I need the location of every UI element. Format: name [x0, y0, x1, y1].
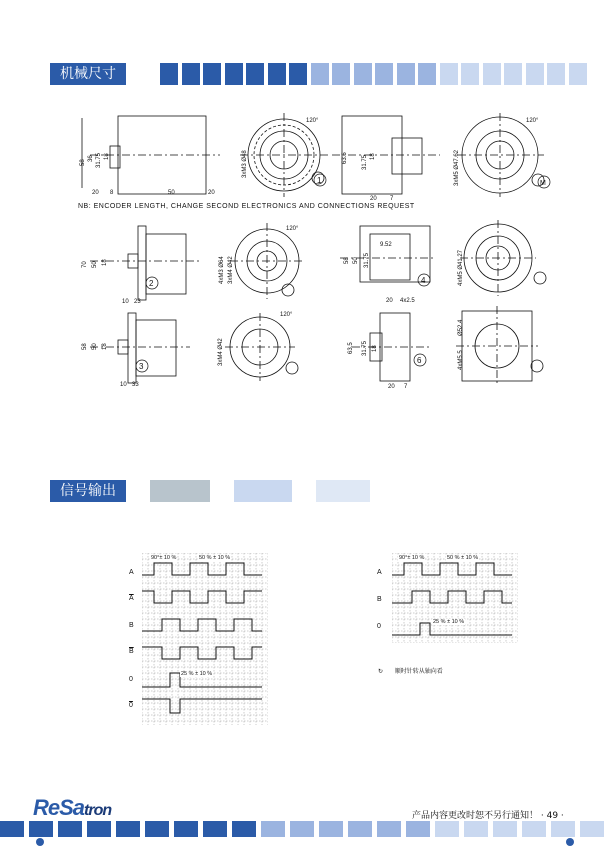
header-block [526, 63, 544, 85]
dM-bolt: 3xM5 Ø47.62 [454, 149, 460, 186]
d3-dim-10: 10 [120, 382, 127, 388]
footer-dot-right [566, 838, 574, 846]
d6-dim-18: 18 [372, 345, 378, 352]
d4-dim-20: 20 [386, 298, 393, 304]
d2-circled-number: 2 [149, 279, 154, 288]
d6-circled-number: 6 [417, 356, 422, 365]
d6-dim-635: 63.5 [348, 342, 354, 354]
signal-label-A: A [129, 569, 134, 576]
d3-dim-50: 50 [92, 343, 98, 350]
d2-dim-18: 18 [102, 259, 108, 266]
rotation-note-text: 顺时针转从轴向看 [394, 669, 443, 675]
d3-dim-58: 58 [82, 343, 88, 350]
section-header-mechanical [50, 63, 590, 85]
header-block [483, 63, 501, 85]
footer-dot-left [36, 838, 44, 846]
header-block [569, 63, 587, 85]
d6-dim-7: 7 [404, 384, 408, 390]
header-block [440, 63, 458, 85]
d2-bolt-a: 4xM3 Ø64 [219, 256, 225, 284]
dM-side-20: 20 [370, 196, 377, 202]
tag-phase-right: 90°± 10 % [399, 555, 425, 561]
header-block [246, 63, 264, 85]
section-title-signal: 信号输出 [50, 480, 126, 502]
footer-block [493, 821, 517, 837]
header-block [354, 63, 372, 85]
signal-label-zero-bar: 0 [129, 702, 133, 709]
signal-label-B-bar: $\overline{B}$ [129, 648, 134, 655]
d2-dim-10: 10 [122, 299, 129, 305]
header-block [268, 63, 286, 85]
footer-block [580, 821, 604, 837]
footer-block [58, 821, 82, 837]
d6-dim-3175: 31.75 [362, 340, 368, 356]
d1-circled-number: 1 [317, 176, 322, 185]
d6-bolt-b: 4xM5.5 [458, 350, 464, 370]
tag-index-right: 25 % ± 10 % [433, 619, 465, 625]
header-block [461, 63, 479, 85]
header-block [332, 63, 350, 85]
footer-block [406, 821, 430, 837]
drawing-note: NB: ENCODER LENGTH, CHANGE SECOND ELECTRONICS AND CONNECTIONS REQUEST [78, 203, 415, 210]
d1-dim-58: 58 [80, 159, 86, 166]
resatron-logo: ReSatron [33, 795, 112, 820]
footer-block [522, 821, 546, 837]
header-block [418, 63, 436, 85]
d4-dim-3175: 31.75 [364, 252, 370, 268]
header-block [182, 63, 200, 85]
tag-duty-right: 50 % ± 10 % [447, 555, 479, 561]
footer-block [203, 821, 227, 837]
d2-dim-70: 70 [82, 261, 88, 268]
d6-dim-20: 20 [388, 384, 395, 390]
d1-side-8: 8 [110, 190, 114, 196]
signal-label-zero-right: 0 [377, 623, 381, 630]
footer-block [116, 821, 140, 837]
d1-side-20: 20 [92, 190, 99, 196]
signal-label-B: B [129, 622, 134, 629]
tag-phase-left: 90°± 10 % [151, 555, 177, 561]
dM-angle: 120° [526, 118, 539, 124]
d2-dim-23: 23 [134, 299, 141, 305]
footer-block [464, 821, 488, 837]
d1-dim-18: 18 [104, 153, 110, 160]
section-title-mechanical: 机械尺寸 [50, 63, 126, 85]
section-header-signal [50, 480, 370, 502]
footer-block [232, 821, 256, 837]
d2-dim-50: 50 [92, 261, 98, 268]
tag-index-left: 25 % ± 10 % [181, 671, 213, 677]
d2-angle: 120° [286, 226, 299, 232]
header-block [203, 63, 221, 85]
header-block [397, 63, 415, 85]
footer-block [377, 821, 401, 837]
d1-side-20b: 20 [208, 190, 215, 196]
timing-diagram-left [142, 553, 268, 725]
d4-dim-58: 58 [344, 257, 350, 264]
footer-notice [412, 808, 564, 821]
d6-bolt-a: Ø52.4 [458, 319, 464, 336]
d4-bolt: 4xM5 Ø41.27 [458, 249, 464, 286]
rotation-note [378, 666, 443, 675]
dM-circled-letter: M [540, 180, 546, 187]
d1-bolt: 3xM3 Ø48 [242, 150, 248, 178]
header-block [504, 63, 522, 85]
d4-dim-952: 9.52 [380, 242, 392, 248]
footer-block [0, 821, 24, 837]
d1-dim-3175: 31.75 [96, 152, 102, 168]
d2-bolt-b: 3xM4 Ø42 [228, 256, 234, 284]
d4-dim-50: 50 [353, 257, 359, 264]
header-block [375, 63, 393, 85]
dM-dim-635: 63.5 [342, 152, 348, 164]
dM-dim-18: 18 [370, 153, 376, 160]
signal-label-B-right: B [377, 596, 382, 603]
signal-label-A-bar: $\overline{A}$ [129, 595, 134, 602]
footer-block [145, 821, 169, 837]
signal-label-zero: 0 [129, 676, 133, 683]
footer-block [290, 821, 314, 837]
d1-dim-36: 36 [88, 155, 94, 162]
footer-block [348, 821, 372, 837]
d1-side-50: 50 [168, 190, 175, 196]
footer-block [319, 821, 343, 837]
d3-circled-number: 3 [139, 362, 144, 371]
footer-notice-text: 产品内容更改时恕不另行通知！ [412, 811, 539, 821]
header-block [225, 63, 243, 85]
dM-dim-3175: 31.75 [362, 154, 368, 170]
footer-block [29, 821, 53, 837]
signal-label-A-right: A [377, 569, 382, 576]
mechanical-drawings [70, 108, 560, 408]
d3-angle: 120° [280, 312, 293, 318]
d4-dim-4x25: 4x2.5 [400, 298, 415, 304]
d3-dim-33: 33 [132, 382, 139, 388]
header-block [289, 63, 307, 85]
page-number: · 49 · [540, 811, 564, 821]
header-block [311, 63, 329, 85]
header-block [547, 63, 565, 85]
clockwise-icon: ↻ [378, 669, 384, 675]
footer-block [87, 821, 111, 837]
footer-block [174, 821, 198, 837]
d3-bolt: 3xM4 Ø42 [218, 338, 224, 366]
footer-bar [0, 821, 604, 837]
footer-block [261, 821, 285, 837]
d4-circled-number: 4 [421, 276, 426, 285]
footer-block [551, 821, 575, 837]
footer-block [435, 821, 459, 837]
header-block [160, 63, 178, 85]
d3-dim-18: 18 [102, 343, 108, 350]
dM-side-7: 7 [390, 196, 394, 202]
tag-duty-left: 50 % ± 10 % [199, 555, 231, 561]
timing-diagram-right [392, 553, 518, 643]
d1-angle: 120° [306, 118, 319, 124]
